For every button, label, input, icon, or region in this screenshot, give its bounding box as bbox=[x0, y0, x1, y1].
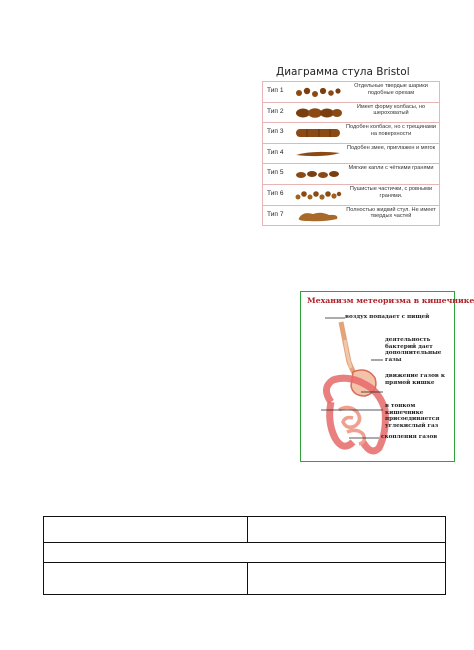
bristol-row-7 bbox=[263, 206, 439, 227]
bristol-row-2 bbox=[263, 103, 439, 124]
bristol-type-desc: Мягкие капли с чёткими гранями bbox=[348, 165, 434, 172]
bristol-type-desc: Подобен змее, приглажен и мягок bbox=[346, 144, 436, 151]
bristol-row-5 bbox=[263, 164, 439, 185]
bristol-type-label: Тип 5 bbox=[267, 169, 284, 177]
stool-type-7-image bbox=[293, 209, 343, 223]
bristol-type-desc: Отдельные твердые шарики подобные орехам bbox=[354, 83, 428, 96]
bristol-type-desc: Пушистые частички, с ровными гранями. bbox=[349, 185, 433, 199]
bristol-row-6 bbox=[263, 185, 439, 206]
label-air: воздух попадает с пищей bbox=[345, 314, 430, 320]
label-accumulation: скопления газов bbox=[381, 434, 438, 440]
bristol-row-4 bbox=[263, 144, 439, 165]
meteorism-figure bbox=[300, 291, 474, 462]
bristol-type-label: Тип 3 bbox=[267, 128, 284, 136]
label-movement: движение газов к прямой кишке bbox=[385, 373, 445, 386]
empty-table bbox=[43, 516, 446, 595]
label-co2: в тонком кишечнике присоединяется углекислый газ bbox=[385, 403, 440, 429]
stool-type-4-image bbox=[293, 147, 343, 161]
bristol-type-desc: Имеет форму колбасы, но шероховатый bbox=[356, 103, 426, 117]
bristol-type-label: Тип 1 bbox=[267, 87, 284, 94]
bristol-type-desc: Полностью жидкий стул. Не имеет твердых частей bbox=[346, 206, 436, 220]
bristol-table bbox=[262, 81, 440, 226]
bristol-type-label: Тип 2 bbox=[267, 107, 284, 115]
bristol-type-desc: Подобен колбасе, но с трещинами на поверхности bbox=[345, 124, 437, 137]
label-bacteria: деятельность бактерий дает дополнительные газы bbox=[385, 337, 442, 363]
bristol-row-3 bbox=[263, 123, 439, 144]
stool-type-3-image bbox=[293, 126, 343, 140]
bristol-stool-chart bbox=[258, 64, 438, 224]
stool-type-6-image bbox=[293, 188, 343, 202]
table-row-divider bbox=[44, 562, 445, 563]
bristol-chart-title: Диаграмма стула Bristol bbox=[276, 66, 410, 78]
table-column-divider bbox=[247, 517, 248, 542]
meteorism-title: Механизм метеоризма в кишечнике bbox=[307, 296, 474, 305]
bristol-row-1 bbox=[263, 82, 439, 103]
bristol-type-label: Тип 6 bbox=[267, 189, 284, 197]
bristol-type-label: Тип 4 bbox=[267, 148, 284, 156]
stool-type-2-image bbox=[293, 106, 343, 120]
stool-type-5-image bbox=[293, 167, 343, 181]
table-row-divider bbox=[44, 542, 445, 543]
stool-type-1-image bbox=[293, 85, 343, 99]
bristol-type-label: Тип 7 bbox=[267, 210, 284, 218]
table-column-divider bbox=[247, 562, 248, 595]
